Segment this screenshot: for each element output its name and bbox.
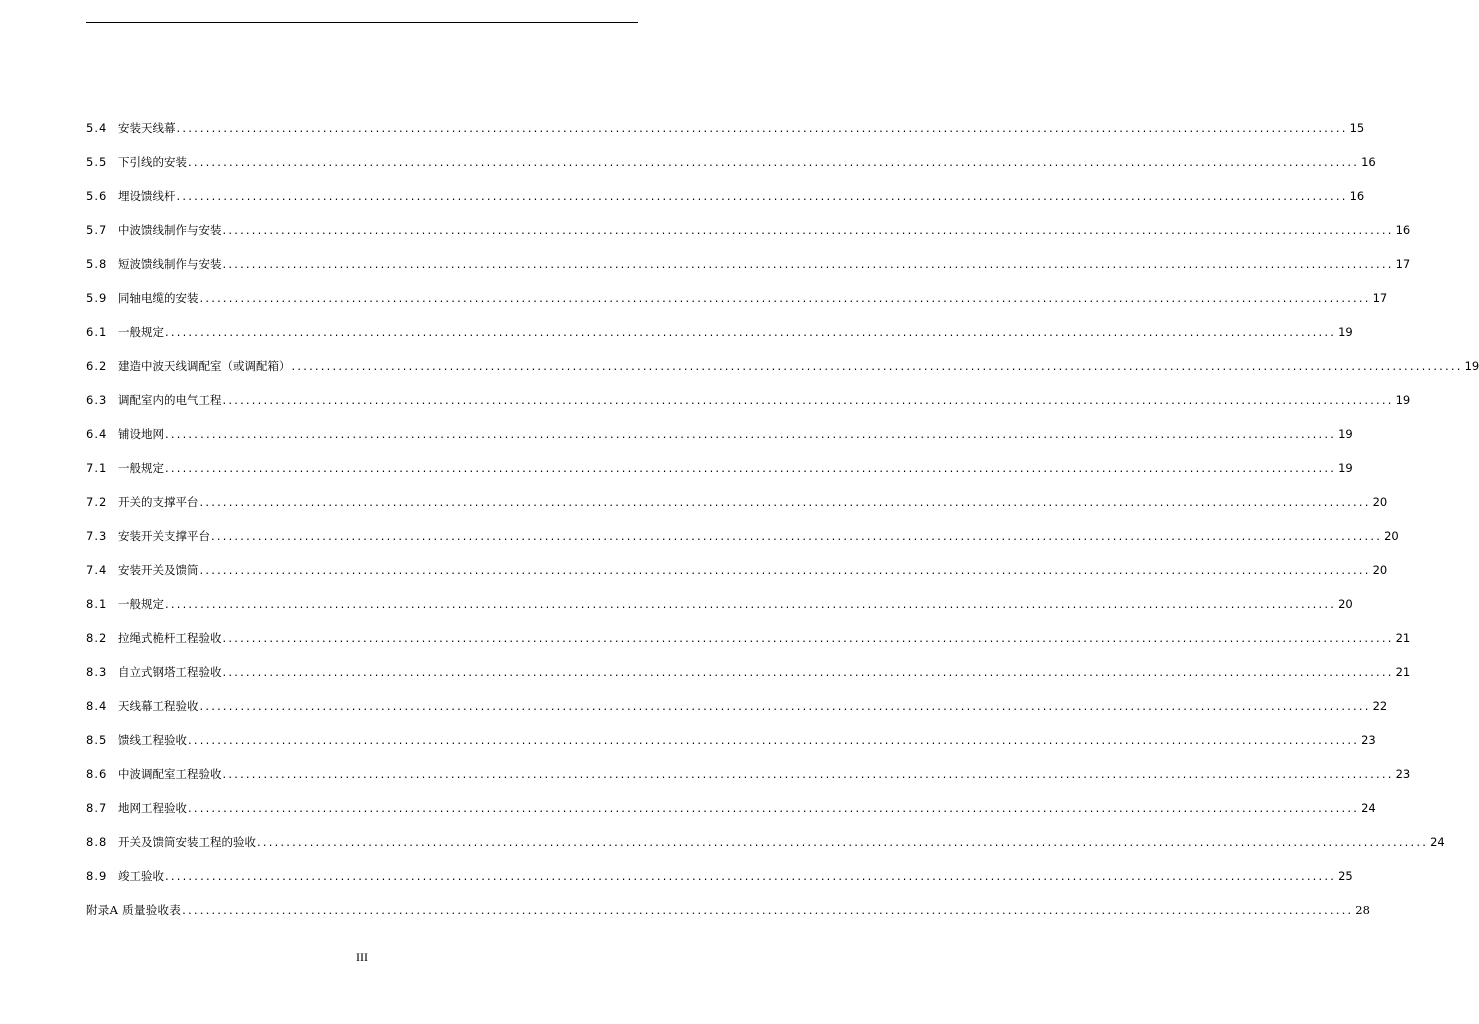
toc-entry-page: 21 bbox=[1395, 665, 1411, 679]
toc-entry-number: 6.3 bbox=[86, 393, 108, 407]
toc-leader-dots: ........................................................................................................................................................................................................ bbox=[222, 767, 1394, 781]
toc-entry-number: 7.4 bbox=[86, 563, 108, 577]
toc-entry-5-9[interactable] bbox=[86, 271, 1388, 305]
toc-entry-number: 7.2 bbox=[86, 495, 108, 509]
toc-entry-page: 23 bbox=[1361, 733, 1376, 747]
toc-entry-title: 馈线工程验收 bbox=[118, 733, 187, 747]
toc-leader-dots: ........................................................................................................................................................................................................ bbox=[199, 495, 1371, 509]
toc-leader-dots: ........................................................................................................................................................................................................ bbox=[165, 325, 1337, 339]
toc-leader-dots: ........................................................................................................................................................................................................ bbox=[176, 121, 1348, 135]
toc-entry-page: 19 bbox=[1338, 427, 1353, 441]
toc-entry-title: 开关的支撑平台 bbox=[118, 495, 199, 509]
toc-entry-7-1[interactable] bbox=[86, 441, 1353, 475]
toc-entry-8-7[interactable] bbox=[86, 781, 1376, 815]
toc-entry-8-8[interactable] bbox=[86, 815, 1445, 849]
toc-entry-page: 23 bbox=[1395, 767, 1411, 781]
toc-entry-number: 5.5 bbox=[86, 155, 108, 169]
toc-entry-page: 16 bbox=[1361, 155, 1376, 169]
toc-entry-8-4[interactable] bbox=[86, 679, 1388, 713]
toc-entry-5-8[interactable] bbox=[86, 237, 1411, 271]
toc-entry-title: 开关及馈筒安装工程的验收 bbox=[118, 835, 256, 849]
toc-entry-number: 8.3 bbox=[86, 665, 108, 679]
toc-entry-page: 17 bbox=[1372, 291, 1388, 305]
toc-entry-8-3[interactable] bbox=[86, 645, 1411, 679]
toc-entry-5-5[interactable] bbox=[86, 135, 1376, 169]
toc-entry-title: 自立式钢塔工程验收 bbox=[118, 665, 222, 679]
toc-entry-8-5[interactable] bbox=[86, 713, 1376, 747]
toc-entry-number: 6.1 bbox=[86, 325, 108, 339]
toc-entry-7-4[interactable] bbox=[86, 543, 1388, 577]
toc-entry-number: 6.4 bbox=[86, 427, 108, 441]
toc-entry-number: 5.9 bbox=[86, 291, 108, 305]
toc-entry-page: 20 bbox=[1338, 597, 1353, 611]
toc-entry-page: 22 bbox=[1372, 699, 1388, 713]
toc-entry-6-4[interactable] bbox=[86, 407, 1353, 441]
toc-entry-title: 地网工程验收 bbox=[118, 801, 187, 815]
toc-entry-title: 下引线的安装 bbox=[118, 155, 187, 169]
toc-entry-page: 20 bbox=[1384, 529, 1399, 543]
toc-entry-page: 21 bbox=[1395, 631, 1411, 645]
toc-entry-page: 19 bbox=[1338, 461, 1353, 475]
toc-entry-title: 竣工验收 bbox=[118, 869, 164, 883]
toc-entry-page: 19 bbox=[1464, 359, 1479, 373]
toc-entry-7-3[interactable] bbox=[86, 509, 1399, 543]
toc-leader-dots: ........................................................................................................................................................................................................ bbox=[165, 427, 1337, 441]
toc-entry-title: 埋设馈线杆 bbox=[118, 189, 176, 203]
page-number: III bbox=[356, 950, 368, 964]
toc-entry-page: 25 bbox=[1338, 869, 1353, 883]
toc-entry-page: 19 bbox=[1395, 393, 1411, 407]
toc-entry-7-2[interactable] bbox=[86, 475, 1388, 509]
toc-leader-dots: ........................................................................................................................................................................................................ bbox=[222, 257, 1394, 271]
toc-entry-number: 8.1 bbox=[86, 597, 108, 611]
toc-entry-page: 28 bbox=[1355, 903, 1370, 917]
toc-entry-page: 24 bbox=[1361, 801, 1376, 815]
toc-leader-dots: ........................................................................................................................................................................................................ bbox=[165, 869, 1337, 883]
toc-entry-number: 8.5 bbox=[86, 733, 108, 747]
toc-entry-title: 天线幕工程验收 bbox=[118, 699, 199, 713]
toc-entry-number: 5.7 bbox=[86, 223, 108, 237]
toc-entry-page: 16 bbox=[1395, 223, 1411, 237]
toc-entry-title: 短波馈线制作与安装 bbox=[118, 257, 222, 271]
toc-entry-5-6[interactable] bbox=[86, 169, 1365, 203]
toc-leader-dots: ........................................................................................................................................................................................................ bbox=[165, 597, 1337, 611]
table-of-contents bbox=[86, 101, 1479, 917]
toc-entry-number: 8.9 bbox=[86, 869, 108, 883]
toc-entry-number: 6.2 bbox=[86, 359, 108, 373]
toc-entry-page: 19 bbox=[1338, 325, 1353, 339]
toc-leader-dots: ........................................................................................................................................................................................................ bbox=[199, 291, 1371, 305]
toc-entry-number: 7.3 bbox=[86, 529, 108, 543]
toc-entry-title: 安装天线幕 bbox=[118, 121, 176, 135]
toc-entry-page: 15 bbox=[1349, 121, 1365, 135]
toc-entry-title: 同轴电缆的安装 bbox=[118, 291, 199, 305]
toc-entry-appendix-a[interactable] bbox=[86, 883, 1370, 917]
toc-entry-number: 5.4 bbox=[86, 121, 108, 135]
toc-entry-6-3[interactable] bbox=[86, 373, 1411, 407]
header-rule bbox=[86, 22, 638, 23]
toc-leader-dots: ........................................................................................................................................................................................................ bbox=[222, 223, 1394, 237]
toc-leader-dots: ........................................................................................................................................................................................................ bbox=[222, 631, 1394, 645]
toc-entry-title: 一般规定 bbox=[118, 325, 164, 339]
toc-entry-8-1[interactable] bbox=[86, 577, 1353, 611]
toc-entry-number: 8.8 bbox=[86, 835, 108, 849]
toc-entry-number: 8.4 bbox=[86, 699, 108, 713]
toc-entry-title: 附录A 质量验收表 bbox=[86, 903, 182, 917]
toc-entry-title: 铺设地网 bbox=[118, 427, 164, 441]
toc-entry-page: 20 bbox=[1372, 563, 1388, 577]
toc-leader-dots: ........................................................................................................................................................................................................ bbox=[291, 359, 1463, 373]
toc-entry-number: 8.6 bbox=[86, 767, 108, 781]
toc-entry-title: 一般规定 bbox=[118, 597, 164, 611]
toc-entry-title: 安装开关支撑平台 bbox=[118, 529, 210, 543]
toc-entry-title: 一般规定 bbox=[118, 461, 164, 475]
toc-leader-dots: ........................................................................................................................................................................................................ bbox=[222, 665, 1394, 679]
toc-entry-page: 16 bbox=[1349, 189, 1365, 203]
toc-entry-page: 17 bbox=[1395, 257, 1411, 271]
toc-leader-dots: ........................................................................................................................................................................................................ bbox=[188, 733, 1360, 747]
toc-entry-number: 5.8 bbox=[86, 257, 108, 271]
toc-entry-title: 中波馈线制作与安装 bbox=[118, 223, 222, 237]
toc-leader-dots: ........................................................................................................................................................................................................ bbox=[188, 801, 1360, 815]
toc-entry-6-1[interactable] bbox=[86, 305, 1353, 339]
toc-entry-title: 安装开关及馈筒 bbox=[118, 563, 199, 577]
toc-entry-8-2[interactable] bbox=[86, 611, 1411, 645]
toc-entry-title: 中波调配室工程验收 bbox=[118, 767, 222, 781]
toc-entry-title: 建造中波天线调配室（或调配箱） bbox=[118, 359, 291, 373]
toc-leader-dots: ........................................................................................................................................................................................................ bbox=[188, 155, 1360, 169]
toc-entry-number: 8.7 bbox=[86, 801, 108, 815]
toc-entry-5-4[interactable] bbox=[86, 101, 1365, 135]
toc-entry-8-6[interactable] bbox=[86, 747, 1411, 781]
toc-leader-dots: ........................................................................................................................................................................................................ bbox=[176, 189, 1348, 203]
toc-entry-title: 拉绳式桅杆工程验收 bbox=[118, 631, 222, 645]
toc-leader-dots: ........................................................................................................................................................................................................ bbox=[257, 835, 1429, 849]
toc-entry-8-9[interactable] bbox=[86, 849, 1353, 883]
toc-entry-number: 5.6 bbox=[86, 189, 108, 203]
toc-entry-number: 7.1 bbox=[86, 461, 108, 475]
toc-entry-page: 20 bbox=[1372, 495, 1388, 509]
toc-leader-dots: ........................................................................................................................................................................................................ bbox=[211, 529, 1383, 543]
toc-entry-6-2[interactable] bbox=[86, 339, 1479, 373]
toc-entry-number: 8.2 bbox=[86, 631, 108, 645]
toc-leader-dots: ........................................................................................................................................................................................................ bbox=[199, 699, 1371, 713]
toc-leader-dots: ........................................................................................................................................................................................................ bbox=[165, 461, 1337, 475]
toc-leader-dots: ........................................................................................................................................................................................................ bbox=[222, 393, 1394, 407]
toc-entry-title: 调配室内的电气工程 bbox=[118, 393, 222, 407]
toc-leader-dots: ........................................................................................................................................................................................................ bbox=[182, 903, 1354, 917]
toc-entry-5-7[interactable] bbox=[86, 203, 1411, 237]
toc-entry-page: 24 bbox=[1430, 835, 1445, 849]
toc-leader-dots: ........................................................................................................................................................................................................ bbox=[199, 563, 1371, 577]
